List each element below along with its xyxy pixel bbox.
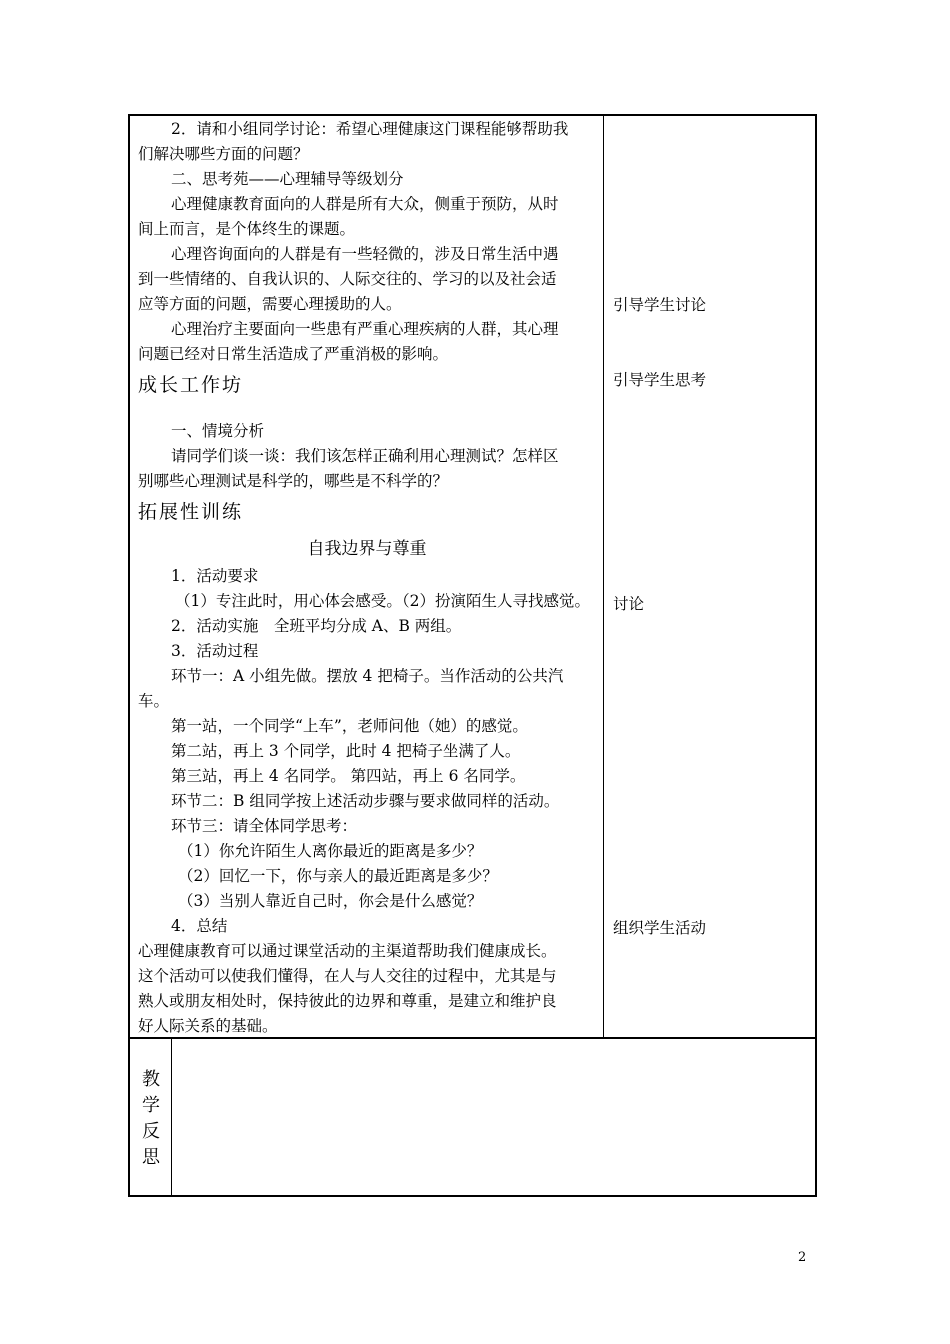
text-line: 车。 <box>138 692 170 710</box>
text-line: 第一站，一个同学“上车”，老师问他（她）的感觉。 <box>171 717 528 735</box>
text-line: 环节三：请全体同学思考： <box>171 817 358 835</box>
text-line: 到一些情绪的、自我认识的、人际交往的、学习的以及社会适 <box>138 270 557 288</box>
text-line: 4．总结 <box>171 917 228 935</box>
reflection-label: 教 学 反 思 <box>142 1069 160 1168</box>
section-heading-training: 拓展性训练 <box>138 501 244 523</box>
text-line: 心理治疗主要面向一些患有严重心理疾病的人群，其心理 <box>171 320 559 338</box>
text-line: 好人际关系的基础。 <box>138 1017 278 1035</box>
text-line: （1）你允许陌生人离你最近的距离是多少？ <box>178 842 483 860</box>
page-number: 2 <box>798 1250 807 1265</box>
text-line: 应等方面的问题，需要心理援助的人。 <box>138 295 402 313</box>
text-line: 一、情境分析 <box>171 422 265 440</box>
text-line: （2）回忆一下，你与亲人的最近距离是多少？ <box>178 867 498 885</box>
text-line: 第二站，再上 3 个同学，此时 4 把椅子坐满了人。 <box>171 742 521 760</box>
text-line: 3．活动过程 <box>171 642 259 660</box>
text-line: 请同学们谈一谈：我们该怎样正确利用心理测试？怎样区 <box>171 447 559 465</box>
text-line: 别哪些心理测试是科学的，哪些是不科学的？ <box>138 472 449 490</box>
text-line: 心理健康教育可以通过课堂活动的主渠道帮助我们健康成长。 <box>138 942 557 960</box>
text-line: （3）当别人靠近自己时，你会是什么感觉？ <box>178 892 483 910</box>
main-content-cell <box>138 117 596 1039</box>
side-note-organize: 组织学生活动 <box>613 919 707 937</box>
activity-title: 自我边界与尊重 <box>307 539 427 559</box>
text-line: 间上而言，是个体终生的课题。 <box>138 220 356 238</box>
text-line: 们解决哪些方面的问题？ <box>138 145 309 163</box>
text-line: 第三站，再上 4 名同学。 第四站，再上 6 名同学。 <box>171 767 526 785</box>
text-line: （1）专注此时，用心体会感受。（2）扮演陌生人寻找感觉。 <box>175 592 590 610</box>
text-line: 1．活动要求 <box>171 567 259 585</box>
text-line: 环节二：B 组同学按上述活动步骤与要求做同样的活动。 <box>171 792 560 810</box>
text-line: 心理健康教育面向的人群是所有大众，侧重于预防，从时 <box>171 195 559 213</box>
side-note-discuss: 引导学生讨论 <box>613 296 707 314</box>
side-note-think: 引导学生思考 <box>613 371 707 389</box>
text-line: 2．活动实施 全班平均分成 A、B 两组。 <box>171 617 462 635</box>
subheading-thinking: 二、思考苑——心理辅导等级划分 <box>171 170 404 188</box>
section-heading-growth: 成长工作坊 <box>138 374 244 396</box>
column-divider <box>603 114 604 1038</box>
text-line: 这个活动可以使我们懂得，在人与人交往的过程中，尤其是与 <box>138 967 557 985</box>
text-line: 2．请和小组同学讨论：希望心理健康这门课程能够帮助我 <box>171 120 569 138</box>
text-line: 环节一：A 小组先做。摆放 4 把椅子。当作活动的公共汽 <box>171 667 564 685</box>
side-note-discussion: 讨论 <box>613 595 645 613</box>
text-line: 心理咨询面向的人群是有一些轻微的，涉及日常生活中遇 <box>171 245 559 263</box>
reflection-divider <box>171 1038 172 1196</box>
text-line: 问题已经对日常生活造成了严重消极的影响。 <box>138 345 449 363</box>
text-line: 熟人或朋友相处时，保持彼此的边界和尊重，是建立和维护良 <box>138 992 557 1010</box>
